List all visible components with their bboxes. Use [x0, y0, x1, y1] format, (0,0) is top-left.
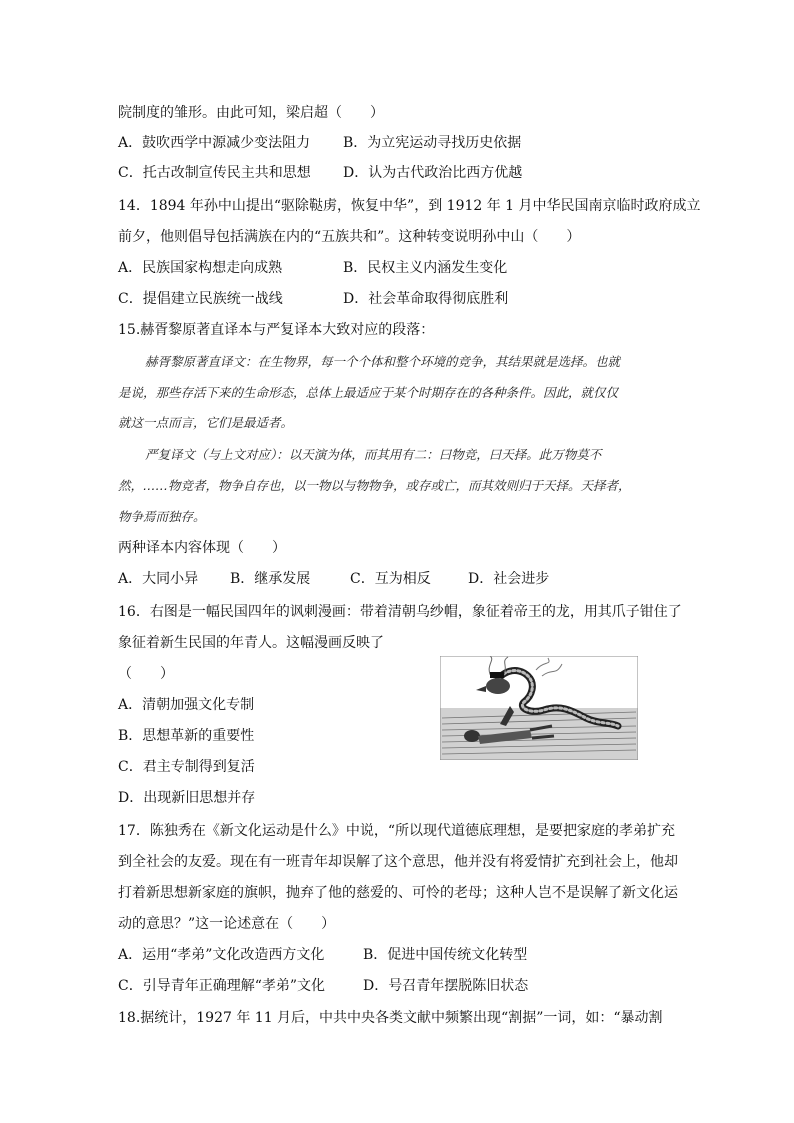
q14-option-b: B．民权主义内涵发生变化 — [343, 260, 508, 276]
q15-quote2-line3: 物争焉而独存。 — [118, 509, 206, 524]
q17-stem-line1: 17．陈独秀在《新文化运动是什么》中说，“所以现代道德底理想，是要把家庭的孝弟扩充 — [118, 823, 675, 839]
q17-stem-line2: 到全社会的友爱。现在有一班青年却误解了这个意思，他并没有将爱情扩充到社会上，他却 — [118, 854, 678, 870]
q14-option-a: A．民族国家构想走向成熟 — [118, 260, 283, 276]
q17-stem-line4: 动的意思？”这一论述意在（ ） — [118, 916, 336, 932]
q14-option-c: C．提倡建立民族统一战线 — [118, 291, 283, 307]
q14-option-d: D．社会革命取得彻底胜利 — [343, 291, 509, 307]
q15-option-b: B．继承发展 — [230, 571, 311, 587]
q14-stem-line2: 前夕，他则倡导包括满族在内的“五族共和”。这种转变说明孙中山（ ） — [118, 229, 581, 245]
q15-stem: 15.赫胥黎原著直译本与严复译本大致对应的段落： — [118, 322, 435, 338]
q16-option-b: B．思想革新的重要性 — [118, 728, 255, 744]
q16-bracket: （ ） — [118, 666, 174, 682]
q17-option-a: A．运用“孝弟”文化改造西方文化 — [118, 947, 325, 963]
q15-quote1-line3: 就这一点而言，它们是最适者。 — [118, 415, 294, 430]
q18-stem-line1: 18.据统计，1927 年 11 月后，中共中央各类文献中频繁出现“割据”一词，如：“暴动割 — [118, 1010, 663, 1026]
q13-option-d: D．认为古代政治比西方优越 — [343, 165, 523, 181]
q16-option-a: A．清朝加强文化专制 — [118, 697, 255, 713]
q15-option-a: A．大同小异 — [118, 571, 199, 587]
q15-question: 两种译本内容体现（ ） — [118, 540, 286, 556]
q13-option-a: A．鼓吹西学中源减少变法阻力 — [118, 135, 311, 151]
q13-option-b: B．为立宪运动寻找历史依据 — [343, 135, 522, 151]
q16-option-d: D．出现新旧思想并存 — [118, 790, 256, 806]
q15-quote2-line1: 严复译文（与上文对应）：以天演为体，而其用有二：曰物竞，曰天择。此万物莫不 — [145, 447, 602, 462]
q14-stem-line1: 14．1894 年孙中山提出“驱除鞑虏，恢复中华”，到 1912 年 1 月中华民国南京临时政府成立 — [118, 198, 701, 214]
q15-quote2-line2: 然，……物竞者，物争自存也，以一物以与物物争，或存或亡，而其效则归于天择。天择者， — [118, 478, 631, 493]
q13-stem-tail: 院制度的雏形。由此可知，梁启超（ ） — [118, 105, 384, 121]
q15-quote1-line2: 是说，那些存活下来的生命形态，总体上最适应于某个时期存在的各种条件。因此，就仅仅 — [118, 385, 619, 400]
q17-option-d: D．号召青年摆脱陈旧状态 — [363, 978, 529, 994]
q15-option-c: C．互为相反 — [350, 571, 431, 587]
q16-stem-line1: 16．右图是一幅民国四年的讽刺漫画：带着清朝乌纱帽，象征着帝王的龙，用其爪子钳住了 — [118, 604, 682, 620]
q15-quote1-line1: 赫胥黎原著直译文：在生物界，每一个个体和整个环境的竞争，其结果就是选择。也就 — [145, 354, 621, 369]
q15-option-d: D．社会进步 — [468, 571, 550, 587]
dragon-cartoon-image — [440, 656, 638, 760]
q16-stem-line2: 象征着新生民国的年青人。这幅漫画反映了 — [118, 635, 384, 651]
q17-option-c: C．引导青年正确理解“孝弟”文化 — [118, 978, 326, 994]
q16-option-c: C．君主专制得到复活 — [118, 759, 255, 775]
q13-option-c: C．托古改制宣传民主共和思想 — [118, 165, 311, 181]
q17-stem-line3: 打着新思想新家庭的旗帜，抛弃了他的慈爱的、可怜的老母；这种人岂不是误解了新文化运 — [118, 885, 678, 901]
q17-option-b: B．促进中国传统文化转型 — [363, 947, 528, 963]
